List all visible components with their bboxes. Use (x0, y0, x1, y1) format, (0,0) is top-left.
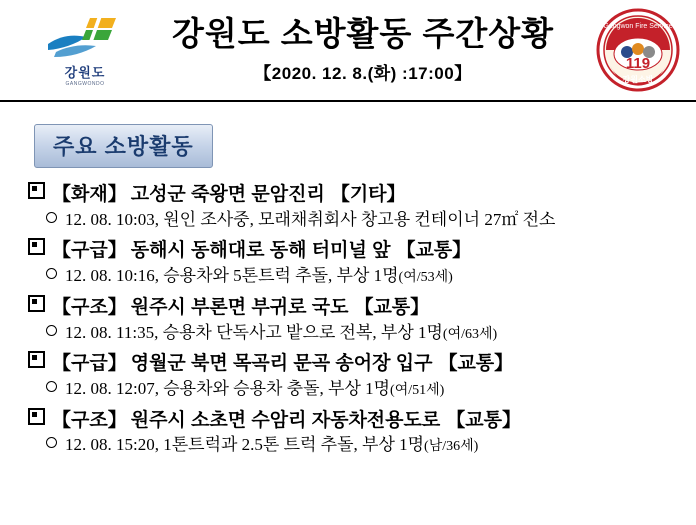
svg-text:Gangwon Fire Service: Gangwon Fire Service (603, 23, 673, 30)
circle-bullet-icon (46, 325, 57, 336)
logo-sublabel: GANGWONDO (65, 80, 105, 87)
entry-location: 동해시 동해대로 동해 터미널 앞 (130, 240, 391, 262)
entry-detail-note: (여/51세) (390, 382, 445, 398)
entry-detail-text: 12. 08. 15:20, 1톤트럭과 2.5톤 트럭 추돌, 부상 1명 (65, 435, 425, 455)
entry-headline (28, 408, 682, 434)
section-heading: 주요 소방활동 (34, 124, 213, 168)
entry-location: 원주시 소초면 수암리 자동차전용도로 (130, 409, 441, 431)
entry-tag: 【교통】 (354, 296, 430, 318)
entry-tag: 【교통】 (396, 240, 472, 262)
entry-headline (28, 182, 682, 208)
entry-location: 원주시 부론면 부귀로 국도 (130, 296, 349, 318)
entry-headline (28, 351, 682, 377)
entry-tag: 【교통】 (438, 353, 514, 375)
entry-category: 【구조】 (52, 409, 127, 431)
list-item (28, 351, 682, 400)
list-item (28, 295, 682, 344)
gangwon-logo-mark (42, 14, 128, 60)
list-item (28, 182, 682, 231)
entry-detail (46, 377, 682, 401)
entry-detail-note: (여/63세) (442, 326, 498, 342)
entry-detail-text: 12. 08. 11:35, 승용차 단독사고 밭으로 전복, 부상 1명 (65, 322, 443, 342)
entry-category: 【구급】 (52, 240, 127, 262)
circle-bullet-icon (46, 212, 57, 223)
entry-category: 【화재】 (52, 184, 127, 205)
entry-detail (46, 433, 682, 457)
entry-category: 【구급】 (52, 353, 127, 375)
svg-text:강원소방: 강원소방 (622, 75, 654, 84)
square-bullet-icon (28, 351, 45, 368)
report-datetime: 【2020. 12. 8.(화) :17:00】 (254, 63, 472, 83)
entry-location: 영월군 북면 목곡리 문곡 송어장 입구 (130, 353, 433, 375)
svg-text:119: 119 (625, 55, 651, 72)
page-title: 강원도 소방활동 주간상황 (172, 15, 554, 53)
entry-detail-text: 12. 08. 10:16, 승용차와 5톤트럭 추돌, 부상 1명 (65, 266, 399, 286)
logo-label: 강원도 (64, 64, 106, 80)
entry-detail-note: (남/36세) (424, 439, 479, 455)
entry-detail-text: 12. 08. 12:07, 승용차와 승용차 충돌, 부상 1명 (65, 378, 391, 398)
square-bullet-icon (28, 408, 45, 425)
square-bullet-icon (28, 238, 45, 255)
list-item (28, 238, 682, 287)
entry-tag: 【기타】 (330, 184, 406, 205)
entry-headline (28, 238, 682, 264)
entry-category: 【구조】 (52, 296, 127, 318)
entry-headline (28, 295, 682, 321)
gangwon-province-logo (30, 7, 140, 93)
circle-bullet-icon (46, 381, 57, 392)
activity-list (0, 182, 696, 457)
circle-bullet-icon (46, 437, 57, 448)
entry-location: 고성군 죽왕면 문암진리 (130, 184, 325, 205)
circle-bullet-icon (46, 268, 57, 279)
entry-detail (46, 208, 682, 232)
entry-detail (46, 321, 682, 345)
section-heading-wrap (0, 102, 696, 168)
entry-tag: 【교통】 (446, 409, 521, 431)
title-block (140, 16, 596, 83)
entry-detail-note: (여/53세) (398, 270, 453, 286)
list-item (28, 408, 682, 457)
entry-detail (46, 264, 682, 288)
square-bullet-icon (28, 295, 45, 312)
entry-detail-text: 12. 08. 10:03, 원인 조사중, 모래채취회사 창고용 컨테이너 27㎡ 전소 (65, 209, 556, 229)
page-header (0, 0, 696, 102)
gangwon-fire-service-emblem (596, 8, 680, 92)
square-bullet-icon (28, 182, 45, 199)
